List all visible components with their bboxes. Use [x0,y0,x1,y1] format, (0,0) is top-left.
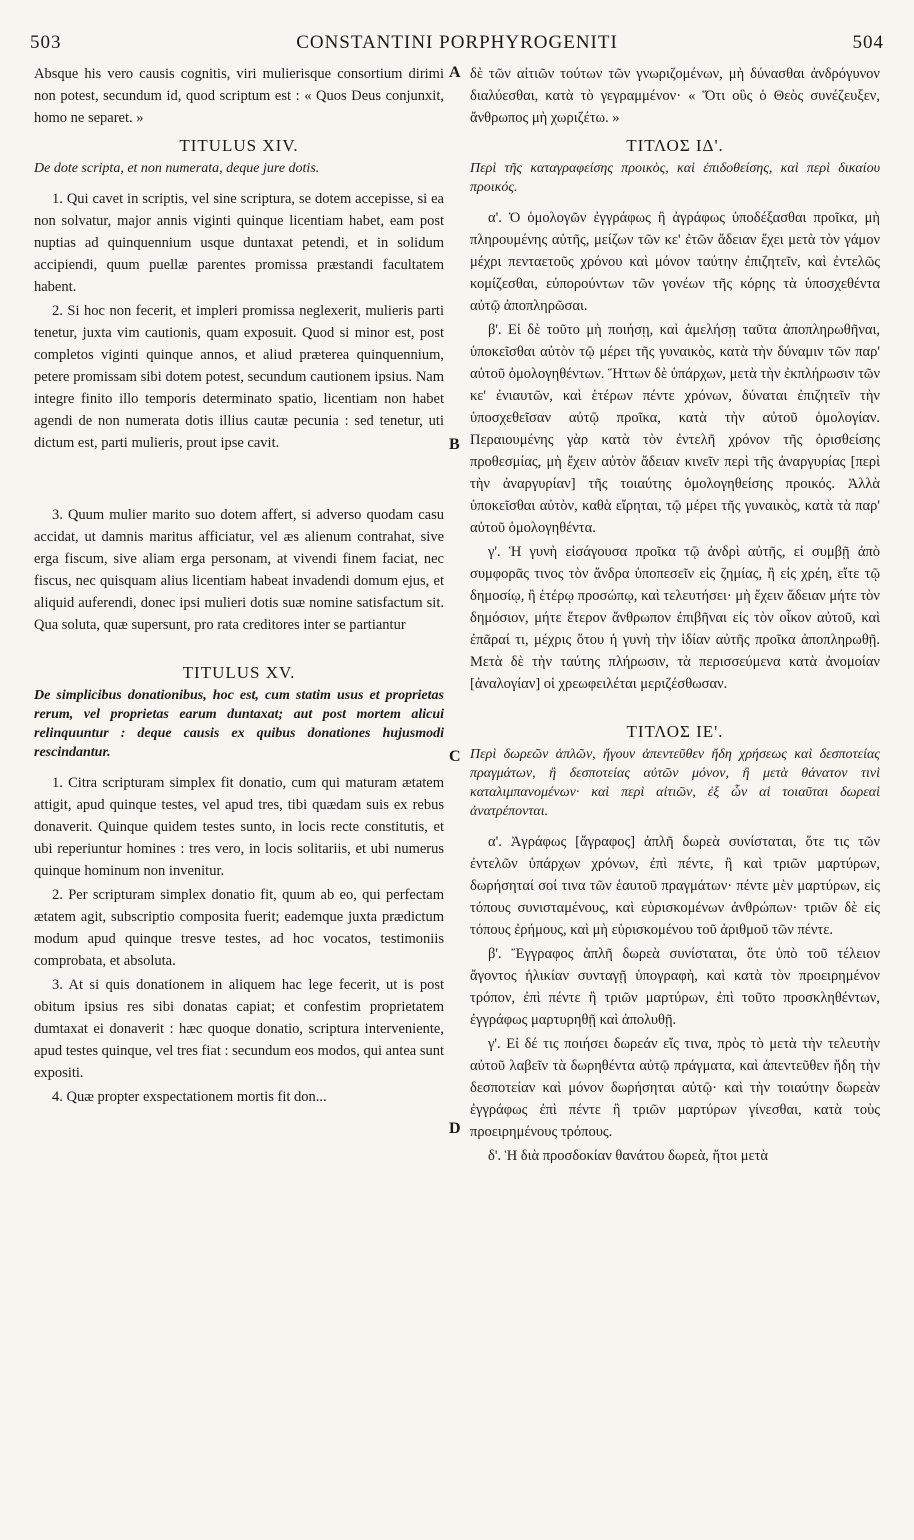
page-number-left: 503 [30,32,62,53]
margin-letter-c: C [449,748,461,765]
greek-title-15: ΤΙΤΛΟΣ ΙΕ'. [626,722,724,741]
page-number-right: 504 [852,32,884,53]
page-header [30,32,884,60]
latin-donation-1: 1. Citra scripturam simplex fit donatio, cum qui maturam ætatem attigit, apud quinque testes, vel apud tres, tibi quædam suis ex rebus donaverit. Quinque quidem testes sunto, in locis recte constitutis, et ubi reperiuntur homines : tres vero, in locis solitariis, et ubi numerus quinque hominum non invenitur. [34,775,444,879]
greek-donation-1: α'. Ἀγράφως [ἄγραφος] ἁπλῆ δωρεὰ συνίσταται, ὅτε τις τῶν ἐντελῶν ὑπάρχων χρόνων, ἐπὶ πέντε, ἢ καὶ τριῶν μαρτύρων, δωρήσηταί σοί τινα τῶν ἑαυτοῦ πραγμάτων· πέντε μὲν μαρτύρων, εἰς τόπους συνισταμένους, καὶ εὑρισκομένων ἀνθρώπων· τριῶν δὲ εἰς τόπους ἐρήμους, καὶ μὴ εὑρισκομένου τοῦ ἀριθμοῦ τῶν πέντε. [470,834,880,938]
latin-subtitle-14: De dote scripta, et non numerata, deque jure dotis. [34,161,320,176]
margin-letter-a: A [449,64,461,81]
greek-intro: δὲ τῶν αἰτιῶν τούτων τῶν γνωριζομένων, μὴ δύνασθαι ἀνδρόγυνον διαλύεσθαι, κατὰ τὸ γεγραμμένον· « Ὅτι οὓς ὁ Θεὸς συνέζευξεν, ἄνθρωπος μὴ χωριζέτω. » [470,66,880,126]
latin-donation-2: 2. Per scripturam simplex donatio fit, quum ab eo, qui perfectam ætatem agit, subscriptio composita fuerit; eademque juxta prædictum modum apud quinque tresve testes, ad hoc vocatos, testimoniis comprobata, et absoluta. [34,887,444,969]
margin-letter-d: D [449,1120,461,1137]
greek-donation-3: γ'. Εἰ δέ τις ποιήσει δωρεάν εἴς τινα, πρὸς τὸ μετὰ τὴν τελευτὴν αὐτοῦ λαβεῖν τὰ δωρηθέντα αὐτῷ πράγματα, καὶ ἀπεντεῦθεν ἤδη τὴν δεσποτείαν καὶ μόνον δωρήσηται αὐτῷ· καὶ τὴν τοιαύτην δωρεὰν ἐγγράφως ἐπὶ πέντε ἢ τριῶν μαρτύρων γίνεσθαι, κατὰ τοὺς προειρημένους τρόπους. [470,1036,880,1140]
latin-donation-4: 4. Quæ propter exspectationem mortis fit don... [52,1089,327,1105]
greek-paragraph-2: β'. Εἰ δὲ τοῦτο μὴ ποιήσῃ, καὶ ἀμελήσῃ ταῦτα ἀποπληρωθῆναι, ὑποκεῖσθαι αὐτὸν τῷ μέρει τῆς γυναικὸς, κατὰ τὴν δύναμιν τῶν παρ' αὐτοῦ ὁμολογηθέντων. Ἥττων δὲ ὑπάρχων, μετὰ τὴν ἐκπλήρωσιν τῶν κε' ἐνιαυτῶν, καὶ ἑτέρων πέντε χρόνων, δύναται ἐπιζητεῖν τὴν ὑποσχεθεῖσαν αὐτῷ προῖκα, κατὰ τὴν αὐτοῦ ὁμολογίαν. Περαιουμένης γὰρ κατὰ τὸν ἐντελῆ χρόνον τῆς ὁρισθείσης προθεσμίας, μὴ ἔχειν αὐτὸν ἄδειαν κινεῖν περὶ τῆς ἀναργυρίας [περὶ τὴν ἀναργυρίαν] τῆς τοιαύτης ὁμολογηθείσης προικός. Ἀλλὰ ὑποκεῖσθαι αὐτὸν, καθὰ εἴρηται, τῷ μέρει τῆς γυναικὸς, κατὰ τὰ παρ' αὐτοῦ ὁμολογηθέντα. [470,322,880,536]
greek-subtitle-14: Περὶ τῆς καταγραφείσης προικὸς, καὶ ἐπιδοθείσης, καὶ περὶ δικαίου προικός. [470,161,880,195]
latin-column [34,63,444,1110]
latin-paragraph-3: 3. Quum mulier marito suo dotem affert, si adverso quodam casu accidat, ut damnis maritus afficiatur, vel æs alienum contrahat, sive erga fiscum, sive aliam erga personam, at vivendi finem faciat, nec fiscus, nec quisquam alius licentiam habeat invadendi domum ejus, et aliquid auferendi, donec ipsi mulieri dotis suæ nomine satisfactum sit. Qua soluta, quæ supersunt, pro rata creditores inter se partiantur [34,507,444,633]
latin-paragraph-1: 1. Qui cavet in scriptis, vel sine scriptura, se dotem accepisse, si ea non solvatur, major annis viginti quinque licentiam habet, eam post nuptias ad quinquennium usque duntaxat petendi, et in solidum accipiendi, quum puellæ parentes promissa præstandi facultatem habent. [34,191,444,295]
greek-title-14: ΤΙΤΛΟΣ ΙΔ'. [626,136,724,155]
margin-letter-b: B [449,436,460,453]
latin-donation-3: 3. At si quis donationem in aliquem hac lege fecerit, ut is post obitum ipsius res sibi donatas capiat; et confestim proprietatem dumtaxat ei donaverit : hæc quoque donatio, scriptura interveniente, apud testes quinque, vel tres fiat : secundum eos modos, qui antea sunt expositi. [34,977,444,1081]
greek-paragraph-3: γ'. Ἡ γυνὴ εἰσάγουσα προῖκα τῷ ἀνδρὶ αὐτῆς, εἰ συμβῇ ἀπὸ συμφορᾶς τινος τὸν ἄνδρα ὑποπεσεῖν εἰς ζημίας, ἢ εἰς χρέη, εἴτε τῷ δημοσίῳ, ἢ ἑτέρῳ προσώπῳ, καὶ τελευτήσει· μὴ ἔχειν ἄδειαν μήτε τὸν δημόσιον, μήτε ἕτερον ἄνθρωπον ἐπιβῆναι εἰς τὸν οἶκον αὐτοῦ, καὶ ἐπᾶραί τι, μέχρις ὅτου ἡ γυνὴ τὴν ἰδίαν αὐτῆς προῖκα ἀποπληρωθῇ. Μετὰ δὲ τὴν ταύτης πλήρωσιν, τὰ περισσεύμενα κατὰ ἀνομοίαν [ἀναλογίαν] οἱ χρεωφειλέται μεριζέσθωσαν. [470,544,880,692]
running-title: CONSTANTINI PORPHYROGENITI [296,32,618,53]
latin-subtitle-15: De simplicibus donationibus, hoc est, cum statim usus et proprietas rerum, vel proprietas earum duntaxat; aut post mortem alicui relinquuntur : deque causis ex quibus donationes hujusmodi rescindantur. [34,688,444,760]
greek-paragraph-1: α'. Ὁ ὁμολογῶν ἐγγράφως ἢ ἀγράφως ὑποδέξασθαι προῖκα, μὴ πληρουμένης αὐτῆς, μείζων τῶν κε' ἐτῶν ἄδειαν ἔχει μετὰ τὸν γάμον μέχρι πενταετοῦς χρόνου καὶ μόνον ταύτην ἐπιζητεῖν, καὶ ἐντελῶς κομίζεσθαι, εὐπορούντων τῶν γονέων τῆς κόρης τὰ ὑποσχεθέντα αὐτῷ ἀποπληρῶσαι. [470,210,880,314]
latin-paragraph-2: 2. Si hoc non fecerit, et impleri promissa neglexerit, mulieris parti tenetur, juxta vim cautionis, quam exposuit. Quod si minor est, post completos viginti quinque annos, et aliud præterea quinquennium, petere promissam sibi dotem potest, secundum cautionem ipsius. Nam integre finito illo temporis determinato spatio, licentiam non habet agendi de non numerata dotis illius cautæ pecunia : sed tenetur, uti dictum est, parti mulieris, prout ipse cavit. [34,303,444,451]
latin-title-15: TITULUS XV. [182,663,296,682]
greek-donation-4: δ'. Ἡ διὰ προσδοκίαν θανάτου δωρεὰ, ἤτοι μετὰ [488,1148,769,1164]
latin-intro: Absque his vero causis cognitis, viri mulierisque consortium dirimi non potest, secundum id, quod scriptum est : « Quos Deus conjunxit, homo ne separet. » [34,66,444,126]
latin-title-14: TITULUS XIV. [179,136,299,155]
greek-subtitle-15: Περὶ δωρεῶν ἁπλῶν, ἤγουν ἀπεντεῦθεν ἤδη χρήσεως καὶ δεσποτείας πραγμάτων, ἢ δεσποτείας αὐτῶν μόνον, ἢ μετὰ θάνατον τινὶ καταλιμπανομένων· καὶ περὶ αἰτιῶν, ἐξ ὧν αἱ τοιαῦται δωρεαὶ ἀνατρέπονται. [470,747,880,819]
greek-column [470,63,880,1169]
greek-donation-2: β'. Ἔγγραφος ἁπλῆ δωρεὰ συνίσταται, ὅτε ὑπὸ τοῦ τέλειον ἄγοντος ἡλικίαν συνταγῇ ὑπογραφὴ, καὶ κατὰ τὸν προειρημένον τρόπον, ἐπὶ πέντε ἢ τριῶν μαρτύρων, ἐπὶ τοῦτο προσκληθέντων, ἐγγράφως μαρτυρηθῇ καὶ ἀπολυθῇ. [470,946,880,1028]
